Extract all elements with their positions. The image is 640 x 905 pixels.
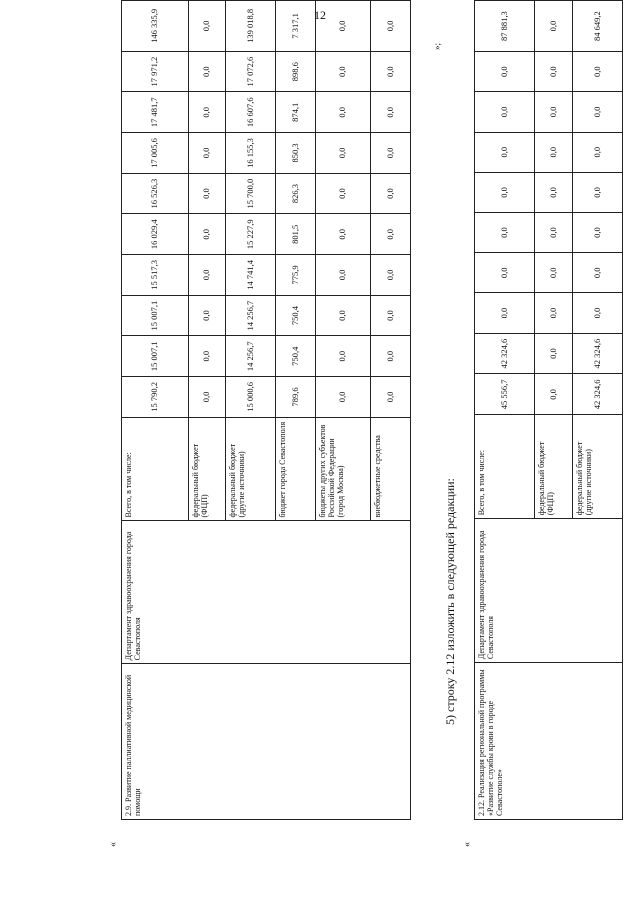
value-cell: 0,0 <box>573 132 623 172</box>
value-cell: 16 526,3 <box>122 173 189 214</box>
value-cell: 0,0 <box>535 172 573 212</box>
value-cell: 0,0 <box>371 51 411 92</box>
value-cell: 898,6 <box>276 51 316 92</box>
value-cell: 87 881,3 <box>475 1 535 52</box>
value-cell: 0,0 <box>189 255 226 296</box>
value-cell: 874,1 <box>276 92 316 133</box>
value-cell: 0,0 <box>316 295 371 336</box>
value-cell: 7 317,1 <box>276 1 316 52</box>
value-cell: 0,0 <box>189 214 226 255</box>
value-cell: 0,0 <box>475 213 535 253</box>
funding-source: бюджеты других субъектов Российской Федерации (город Москва) <box>316 417 371 521</box>
table-row <box>122 1 189 820</box>
value-cell: 0,0 <box>371 133 411 174</box>
value-cell: 0,0 <box>535 92 573 132</box>
value-cell: 0,0 <box>573 172 623 212</box>
value-cell: 84 649,2 <box>573 1 623 52</box>
value-cell: 15 517,3 <box>122 255 189 296</box>
value-cell: 0,0 <box>475 132 535 172</box>
closing-quote: »; <box>432 42 442 50</box>
table-blood-service <box>474 0 623 820</box>
value-cell: 15 790,2 <box>122 377 189 418</box>
value-cell: 0,0 <box>573 52 623 92</box>
funding-source: внебюджетные средства <box>371 417 411 521</box>
value-cell: 0,0 <box>573 293 623 333</box>
value-cell: 0,0 <box>316 1 371 52</box>
value-cell: 775,9 <box>276 255 316 296</box>
value-cell: 0,0 <box>316 173 371 214</box>
value-cell: 0,0 <box>535 213 573 253</box>
value-cell: 14 256,7 <box>226 336 276 377</box>
value-cell: 0,0 <box>316 336 371 377</box>
value-cell: 0,0 <box>371 255 411 296</box>
page-number: 12 <box>314 8 326 22</box>
value-cell: 0,0 <box>189 51 226 92</box>
value-cell: 16 607,6 <box>226 92 276 133</box>
executor: Департамент здравоохранения города Севастополя <box>122 521 411 664</box>
value-cell: 0,0 <box>371 214 411 255</box>
value-cell: 15 227,9 <box>226 214 276 255</box>
table-palliative-care <box>121 0 411 820</box>
funding-source: федеральный бюджет (ФЦП) <box>535 415 573 519</box>
value-cell: 0,0 <box>371 336 411 377</box>
value-cell: 45 556,7 <box>475 374 535 415</box>
value-cell: 0,0 <box>371 377 411 418</box>
value-cell: 0,0 <box>189 92 226 133</box>
program-title: 2.12. Реализация региональной программы «Развитие службы крови в городе Севастополе» <box>475 663 623 820</box>
value-cell: 42 324,6 <box>573 374 623 415</box>
funding-source: федеральный бюджет (другие источники) <box>226 417 276 521</box>
funding-source: Всего, в том числе: <box>475 415 535 519</box>
funding-source: Всего, в том числе: <box>122 417 189 521</box>
value-cell: 0,0 <box>189 173 226 214</box>
value-cell: 17 481,7 <box>122 92 189 133</box>
value-cell: 0,0 <box>535 253 573 293</box>
value-cell: 0,0 <box>316 214 371 255</box>
value-cell: 17 072,6 <box>226 51 276 92</box>
value-cell: 0,0 <box>535 1 573 52</box>
value-cell: 0,0 <box>316 255 371 296</box>
value-cell: 0,0 <box>371 1 411 52</box>
value-cell: 0,0 <box>475 52 535 92</box>
value-cell: 14 256,7 <box>226 295 276 336</box>
value-cell: 0,0 <box>535 333 573 374</box>
value-cell: 146 335,9 <box>122 1 189 52</box>
funding-source: федеральный бюджет (другие источники) <box>573 415 623 519</box>
value-cell: 0,0 <box>189 377 226 418</box>
value-cell: 801,5 <box>276 214 316 255</box>
value-cell: 0,0 <box>371 92 411 133</box>
value-cell: 0,0 <box>189 336 226 377</box>
value-cell: 0,0 <box>316 51 371 92</box>
open-quote-1: « <box>108 842 119 847</box>
value-cell: 0,0 <box>316 133 371 174</box>
value-cell: 0,0 <box>371 295 411 336</box>
value-cell: 0,0 <box>189 295 226 336</box>
value-cell: 15 700,0 <box>226 173 276 214</box>
value-cell: 850,3 <box>276 133 316 174</box>
value-cell: 0,0 <box>371 173 411 214</box>
value-cell: 750,4 <box>276 295 316 336</box>
value-cell: 0,0 <box>535 374 573 415</box>
value-cell: 0,0 <box>189 133 226 174</box>
value-cell: 0,0 <box>475 92 535 132</box>
value-cell: 16 029,4 <box>122 214 189 255</box>
value-cell: 789,6 <box>276 377 316 418</box>
value-cell: 17 971,2 <box>122 51 189 92</box>
value-cell: 15 000,6 <box>226 377 276 418</box>
value-cell: 0,0 <box>316 377 371 418</box>
funding-source: бюджет города Севастополя <box>276 417 316 521</box>
value-cell: 17 005,6 <box>122 133 189 174</box>
program-title: 2.9. Развитие паллиативной медицинской помощи <box>122 664 411 820</box>
value-cell: 0,0 <box>535 293 573 333</box>
value-cell: 826,3 <box>276 173 316 214</box>
value-cell: 0,0 <box>573 213 623 253</box>
table-row <box>475 1 535 820</box>
open-quote-2: « <box>462 842 473 847</box>
value-cell: 0,0 <box>573 253 623 293</box>
value-cell: 15 007,1 <box>122 336 189 377</box>
value-cell: 0,0 <box>535 132 573 172</box>
value-cell: 0,0 <box>475 253 535 293</box>
value-cell: 14 741,4 <box>226 255 276 296</box>
value-cell: 42 324,6 <box>573 333 623 374</box>
funding-source: федеральный бюджет (ФЦП) <box>189 417 226 521</box>
value-cell: 139 018,8 <box>226 1 276 52</box>
value-cell: 0,0 <box>475 172 535 212</box>
value-cell: 0,0 <box>189 1 226 52</box>
section-heading: 5) строку 2.12 изложить в следующей редакции: <box>443 478 457 725</box>
value-cell: 750,4 <box>276 336 316 377</box>
value-cell: 0,0 <box>573 92 623 132</box>
value-cell: 0,0 <box>316 92 371 133</box>
value-cell: 0,0 <box>535 52 573 92</box>
value-cell: 15 007,1 <box>122 295 189 336</box>
value-cell: 16 155,3 <box>226 133 276 174</box>
executor: Департамент здравоохранения города Севастополя <box>475 519 623 663</box>
value-cell: 0,0 <box>475 293 535 333</box>
value-cell: 42 324,6 <box>475 333 535 374</box>
